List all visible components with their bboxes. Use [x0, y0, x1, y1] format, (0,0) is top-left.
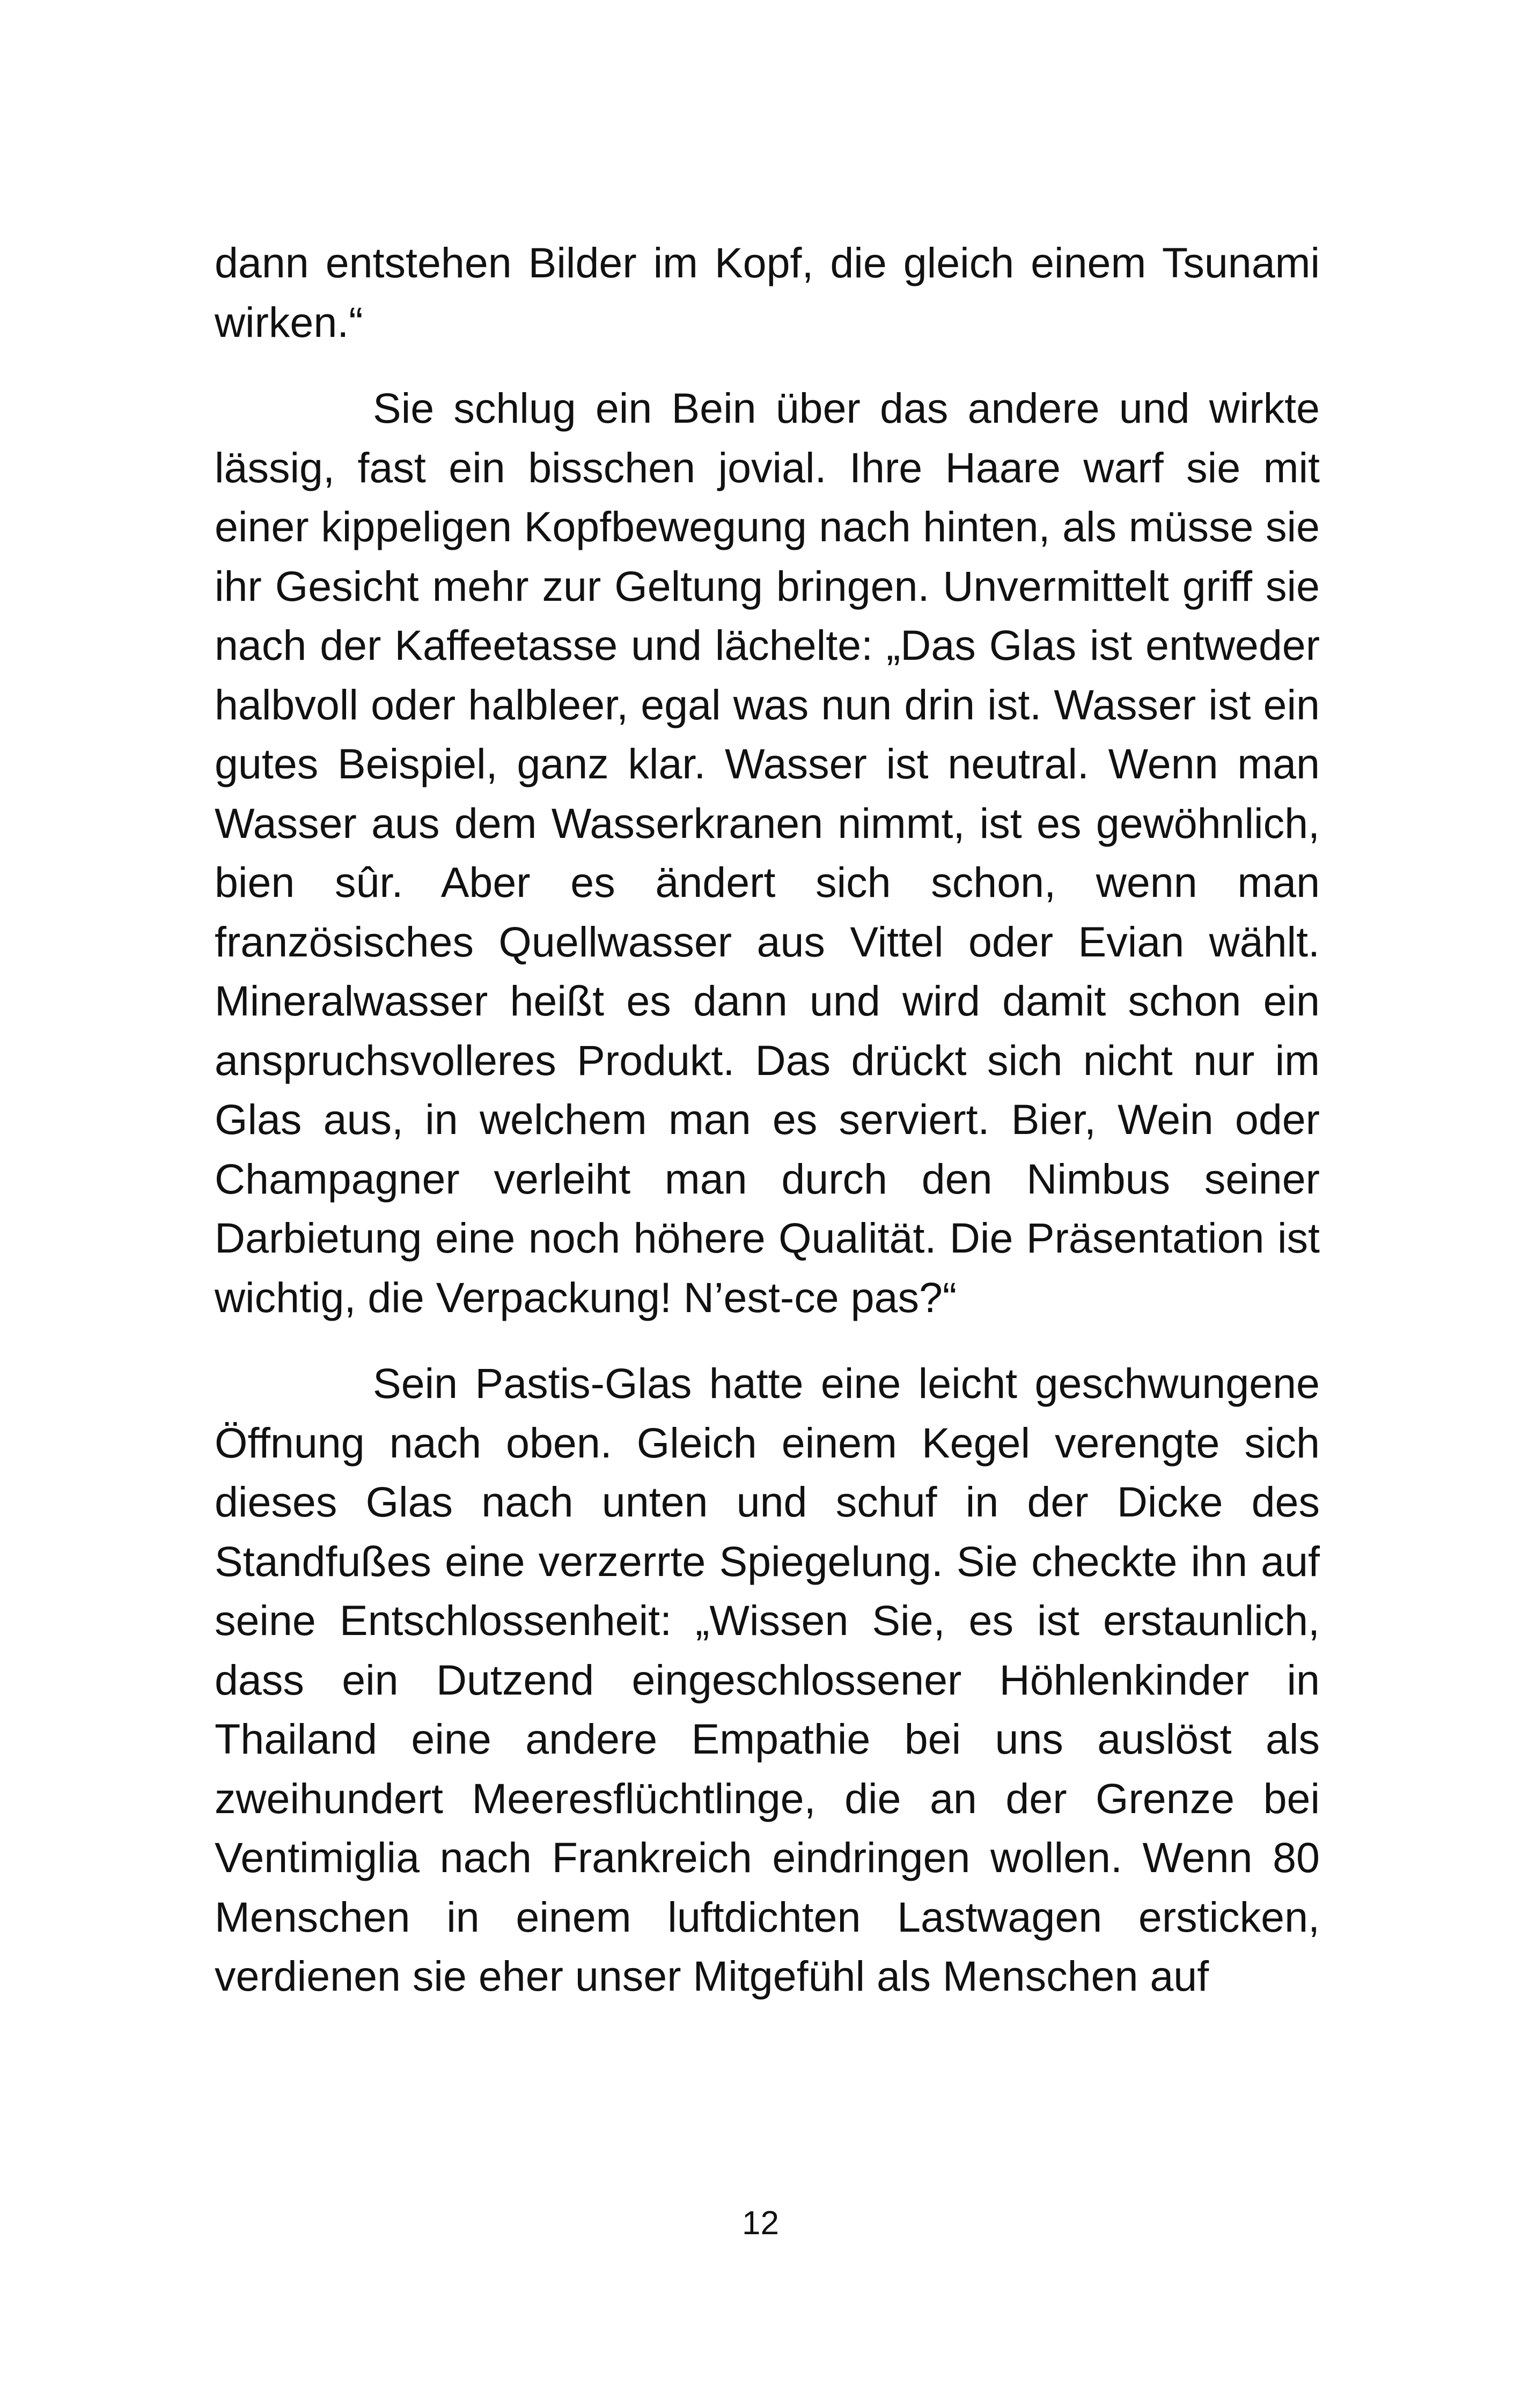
paragraph-pastis-glass: Sein Pastis-Glas hatte eine leicht geschwungene Öffnung nach oben. Gleich einem Kegel verengte sich dieses Glas nach unten und schuf in der Dicke des Standfußes eine verzerrte Spiegelung. Sie checkte ihn auf seine Entschlossenheit: „Wissen Sie, es ist erstaunlich, dass ein Dutzend eingeschlossener Höhlenkinder in Thailand eine andere Empathie bei uns auslöst als zweihundert Meeresflüchtlinge, die an der Grenze bei Ventimiglia nach Frankreich eindringen wollen. Wenn 80 Menschen in einem luftdichten Lastwagen ersticken, verdienen sie eher unser Mitgefühl als Menschen auf: [215, 1359, 1320, 2000]
paragraph-glass-speech: Sie schlug ein Bein über das andere und wirkte lässig, fast ein bisschen jovial. Ihre Haare warf sie mit einer kippeligen Kopfbewegung nach hinten, als müsse sie ihr Gesicht mehr zur Geltung bringen. Unvermittelt griff sie nach der Kaffeetasse und lächelte: „Das Glas ist entweder halbvoll oder halbleer, egal was nun drin ist. Wasser ist ein gutes Beispiel, ganz klar. Wasser ist neutral. Wenn man Wasser aus dem Wasserkranen nimmt, ist es gewöhnlich, bien sûr. Aber es ändert sich schon, wenn man französisches Quellwasser aus Vittel oder Evian wählt. Mineralwasser heißt es dann und wird damit schon ein anspruchsvolleres Produkt. Das drückt sich nicht nur im Glas aus, in welchem man es serviert. Bier, Wein oder Champagner verleiht man durch den Nimbus seiner Darbietung eine noch höhere Qualität. Die Präsentation ist wichtig, die Verpackung! N’est-ce pas?“: [215, 384, 1320, 1321]
body-text: [215, 233, 1320, 2006]
page-number: 12: [742, 2205, 779, 2242]
paragraph-continuation: dann entstehen Bilder im Kopf, die gleich einem Tsunami wirken.“: [215, 239, 1320, 346]
